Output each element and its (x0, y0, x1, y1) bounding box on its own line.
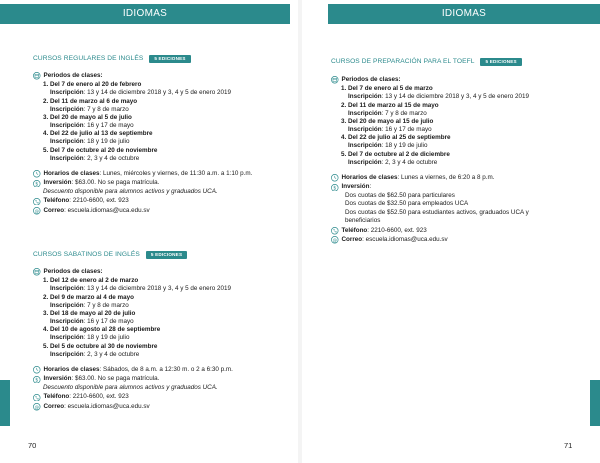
phone-icon (33, 394, 41, 402)
period-date: 1. Del 12 de enero al 2 de marzo (43, 277, 139, 285)
inscription-dates: : 18 y 19 de julio (83, 138, 130, 146)
inscription-label: Inscripción (50, 138, 84, 146)
dollar-icon (33, 376, 41, 384)
dollar-icon (331, 184, 339, 192)
at-icon (331, 236, 339, 244)
inscription-dates: : 2, 3 y 4 de octubre (381, 158, 438, 166)
investment-value: : $63.00. No se paga matrícula. (71, 375, 160, 383)
inscription-label: Inscripción (50, 89, 84, 97)
page-number: 71 (564, 441, 573, 450)
inscription-label: Inscripción (50, 350, 84, 358)
inscription-dates: : 13 y 14 de diciembre 2018 y 3, 4 y 5 de enero 2019 (83, 285, 231, 293)
schedule-row (33, 366, 293, 374)
investment-label: Inversión (43, 375, 72, 383)
svg-text:$: $ (35, 377, 39, 384)
period-date: 2. Del 11 de marzo al 15 de mayo (341, 101, 439, 109)
email-label: Correo (43, 206, 65, 214)
schedule-row (33, 170, 293, 178)
toefl-details (331, 76, 593, 246)
period-date: 1. Del 7 de enero al 20 de febrero (43, 81, 142, 89)
quota-line: Dos cuotas de $32.50 para empleados UCA (345, 200, 469, 208)
list-item (341, 102, 593, 118)
period-date: 4. Del 22 de julio al 25 de septiembre (341, 134, 451, 142)
inscription-dates: : 18 y 19 de julio (83, 334, 130, 342)
schedule-label: Horarios de clases (341, 174, 398, 182)
inscription-dates: : 16 y 17 de mayo (381, 125, 432, 133)
inscription-label: Inscripción (50, 121, 84, 129)
discount-note: Descuento disponible para alumnos activos y graduados UCA. (43, 187, 218, 195)
phone-label: Teléfono (43, 393, 70, 401)
inscription-dates: : 16 y 17 de mayo (83, 317, 134, 325)
calendar-icon (33, 72, 41, 80)
investment-value: : (369, 183, 372, 191)
calendar-icon (33, 268, 41, 276)
section-heading: CURSOS SABATINOS DE INGLÉS (33, 251, 140, 258)
email-label: Correo (341, 236, 363, 244)
page-number: 70 (28, 441, 37, 450)
edge-tab-right (590, 380, 600, 426)
svg-text:$: $ (333, 185, 337, 192)
list-item (43, 130, 293, 146)
list-item (43, 310, 293, 326)
editions-badge: 5 EDICIONES (146, 251, 187, 259)
clock-icon (33, 170, 41, 178)
list-item (43, 81, 293, 97)
investment-row (33, 179, 293, 187)
inscription-label: Inscripción (50, 285, 84, 293)
at-icon (33, 207, 41, 215)
schedule-value: : Sábados, de 8 a.m. a 12:30 m. o 2 a 6:30 p.m. (99, 366, 233, 374)
section-heading: CURSOS DE PREPARACIÓN PARA EL TOEFL (331, 58, 475, 65)
investment-row (331, 183, 593, 191)
svg-text:@: @ (332, 238, 337, 244)
section-title-regulares (33, 55, 191, 63)
inscription-dates: : 16 y 17 de mayo (83, 121, 134, 129)
phone-icon (33, 198, 41, 206)
clock-icon (33, 366, 41, 374)
section-title-toefl (331, 58, 522, 66)
investment-label: Inversión (341, 183, 370, 191)
discount-note: Descuento disponible para alumnos activos y graduados UCA. (43, 383, 218, 391)
periods-list (341, 85, 593, 166)
at-icon (33, 403, 41, 411)
page-header: IDIOMAS (0, 4, 290, 24)
list-item (341, 134, 593, 150)
list-item (43, 326, 293, 342)
period-date: 3. Del 18 de mayo al 20 de julio (43, 310, 136, 318)
period-date: 1. Del 7 de enero al 5 de marzo (341, 85, 433, 93)
periods-row (33, 268, 293, 276)
inscription-label: Inscripción (50, 301, 84, 309)
email-row (33, 207, 293, 215)
list-item (43, 277, 293, 293)
inscription-label: Inscripción (348, 125, 382, 133)
investment-value: : $63.00. No se paga matrícula. (71, 179, 160, 187)
period-date: 2. Del 9 de marzo al 4 de mayo (43, 293, 134, 301)
schedule-label: Horarios de clases (43, 366, 100, 374)
phone-row (33, 197, 293, 205)
schedule-row (331, 174, 593, 182)
period-date: 5. Del 5 de octubre al 30 de noviembre (43, 342, 158, 350)
email-value[interactable]: : escuela.idiomas@uca.edu.sv (64, 206, 150, 214)
schedule-label: Horarios de clases (43, 170, 100, 178)
inscription-label: Inscripción (50, 154, 84, 162)
schedule-value: : Lunes, miércoles y viernes, de 11:30 a.m. a 1:10 p.m. (99, 170, 253, 178)
email-value[interactable]: : escuela.idiomas@uca.edu.sv (64, 402, 150, 410)
phone-value: : 2210-6600, ext. 923 (367, 226, 427, 234)
svg-text:@: @ (34, 405, 39, 411)
svg-text:$: $ (35, 181, 39, 188)
list-item (43, 294, 293, 310)
inscription-dates: : 2, 3 y 4 de octubre (83, 350, 140, 358)
phone-value: : 2210-6600, ext. 923 (69, 393, 129, 401)
inscription-dates: : 13 y 14 de diciembre 2018 y 3, 4 y 5 de enero 2019 (381, 93, 529, 101)
period-date: 5. Del 7 de octubre al 2 de diciembre (341, 150, 450, 158)
inscription-dates: : 13 y 14 de diciembre 2018 y 3, 4 y 5 de enero 2019 (83, 89, 231, 97)
quota-line: Dos cuotas de $52.50 para estudiantes activos, graduados UCA y (345, 208, 529, 216)
list-item (43, 147, 293, 163)
sabatinos-details (33, 268, 293, 412)
list-item (341, 118, 593, 134)
schedule-value: : Lunes a viernes, de 6:20 a 8 p.m. (397, 174, 495, 182)
email-row (33, 403, 293, 411)
phone-value: : 2210-6600, ext. 923 (69, 197, 129, 205)
period-date: 2. Del 11 de marzo al 6 de mayo (43, 97, 138, 105)
editions-badge: 5 EDICIONES (149, 55, 190, 63)
email-label: Correo (43, 402, 65, 410)
period-date: 4. Del 22 de julio al 13 de septiembre (43, 130, 153, 138)
periods-row (331, 76, 593, 84)
email-value[interactable]: : escuela.idiomas@uca.edu.sv (362, 236, 448, 244)
quota-line: Dos cuotas de $62.50 para particulares (345, 191, 455, 199)
period-date: 5. Del 7 de octubre al 20 de noviembre (43, 146, 158, 154)
periods-label: Periodos de clases: (43, 268, 103, 275)
inscription-label: Inscripción (50, 105, 84, 113)
section-title-sabatinos (33, 251, 187, 259)
inscription-dates: : 7 y 8 de marzo (381, 109, 427, 117)
phone-row (33, 393, 293, 401)
period-date: 4. Del 10 de agosto al 28 de septiembre (43, 326, 161, 334)
phone-row (331, 227, 593, 235)
periods-list (43, 81, 293, 162)
period-date: 3. Del 20 de mayo al 15 de julio (341, 118, 434, 126)
regulares-details (33, 72, 293, 216)
inscription-dates: : 18 y 19 de julio (381, 142, 428, 150)
investment-row (33, 375, 293, 383)
phone-icon (331, 227, 339, 235)
page-header: IDIOMAS (328, 4, 600, 24)
email-row (331, 236, 593, 244)
inscription-label: Inscripción (50, 317, 84, 325)
inscription-label: Inscripción (348, 142, 382, 150)
periods-label: Periodos de clases: (341, 76, 401, 83)
inscription-label: Inscripción (348, 93, 382, 101)
dollar-icon (33, 180, 41, 188)
phone-label: Teléfono (341, 226, 368, 234)
periods-list (43, 277, 293, 358)
list-item (43, 114, 293, 130)
list-item (43, 98, 293, 114)
editions-badge: 5 EDICIONES (480, 58, 521, 66)
inscription-dates: : 2, 3 y 4 de octubre (83, 154, 140, 162)
svg-text:@: @ (34, 209, 39, 215)
edge-tab-left (0, 380, 10, 426)
periods-label: Periodos de clases: (43, 72, 103, 79)
list-item (341, 151, 593, 167)
phone-label: Teléfono (43, 197, 70, 205)
inscription-label: Inscripción (348, 158, 382, 166)
clock-icon (331, 174, 339, 182)
investment-label: Inversión (43, 179, 72, 187)
inscription-dates: : 7 y 8 de marzo (83, 105, 129, 113)
inscription-label: Inscripción (50, 334, 84, 342)
periods-row (33, 72, 293, 80)
list-item (341, 85, 593, 101)
list-item (43, 343, 293, 359)
inscription-label: Inscripción (348, 109, 382, 117)
quota-line: beneficiarios (345, 217, 381, 225)
inscription-dates: : 7 y 8 de marzo (83, 301, 129, 309)
section-heading: CURSOS REGULARES DE INGLÉS (33, 55, 144, 62)
period-date: 3. Del 20 de mayo al 5 de julio (43, 114, 132, 122)
calendar-icon (331, 76, 339, 84)
